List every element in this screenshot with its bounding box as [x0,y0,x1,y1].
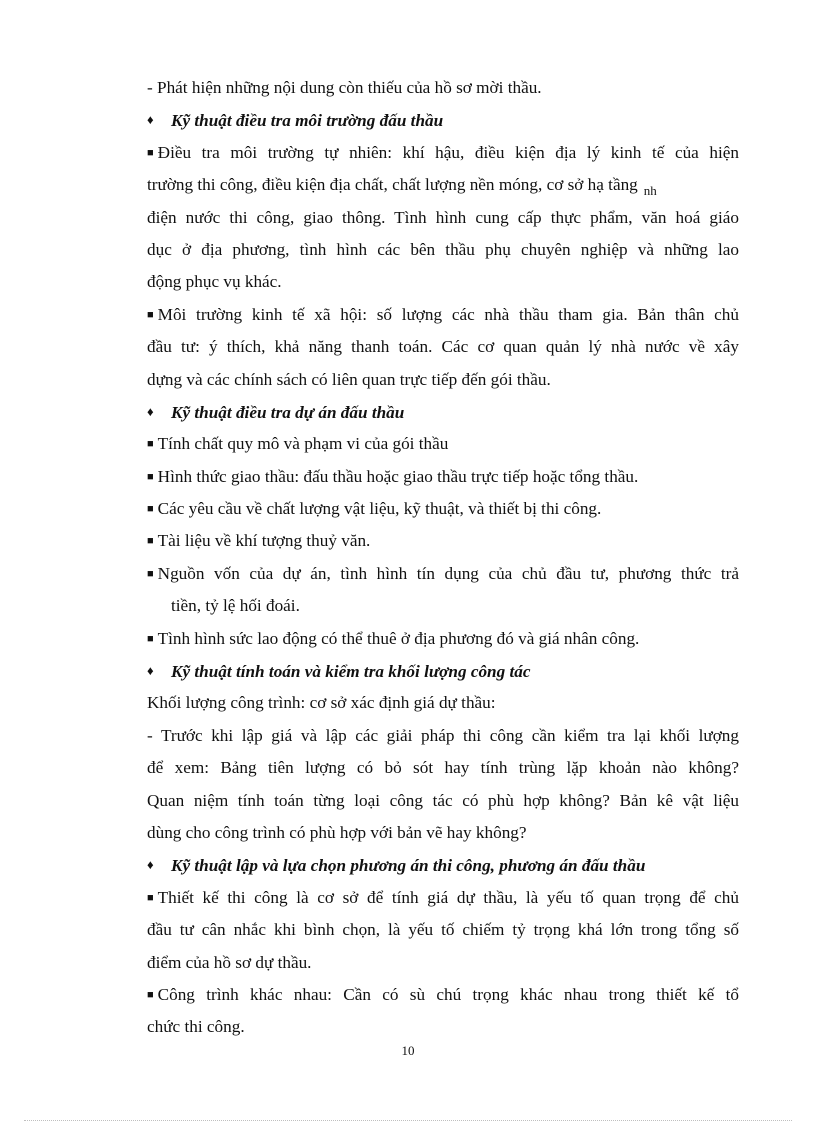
list-item: ■ Tính chất quy mô và phạm vi của gói thầu [147,428,739,460]
text-line: ■ Thiết kế thi công là cơ sở để tính giá dự thầu, là yếu tố quan trọng để chủ [147,882,739,914]
text-line: trường thi công, điều kiện địa chất, chất lượng nền móng, cơ sở hạ tầng $_{nh}$ [147,175,657,199]
text-line: điện nước thi công, giao thông. Tình hình cung cấp thực phẩm, văn hoá giáo [147,207,739,227]
list-item: ■ Tài liệu về khí tượng thuỷ văn. [147,525,739,557]
list-item: ■ Tình hình sức lao động có thể thuê ở địa phương đó và giá nhân công. [147,623,739,655]
text-line: ■ Môi trường kinh tế xã hội: số lượng các nhà thầu tham gia. Bản thân chủ [147,299,739,331]
section-heading: ♦ Kỹ thuật điều tra dự án đấu thầu [147,396,739,428]
square-bullet-icon: ■ [147,470,154,483]
square-bullet-icon: ■ [147,438,154,451]
square-bullet-icon: ■ [147,632,154,645]
square-bullet-icon: ■ [147,308,154,321]
square-bullet-icon: ■ [147,988,154,1001]
section-heading: ♦ Kỹ thuật điều tra môi trường đấu thầu [147,104,739,136]
list-item: ■ Nguồn vốn của dự án, tình hình tín dụng của chủ đầu tư, phương thức trả [147,558,739,590]
text-line: dựng và các chính sách có liên quan trực tiếp đến gói thầu. [147,369,551,389]
page-bottom-rule [24,1120,792,1121]
text-line: để xem: Bảng tiên lượng có bỏ sót hay tính trùng lặp khoản nào không? [147,758,739,778]
list-item-continuation: tiền, tỷ lệ hối đoái. [171,596,300,616]
stray-fragment: nh [643,183,657,199]
list-item: ■ Các yêu cầu về chất lượng vật liệu, kỹ thuật, và thiết bị thi công. [147,493,739,525]
text-line: động phục vụ khác. [147,272,282,292]
square-bullet-icon: ■ [147,503,154,516]
text-line: ■ Điều tra môi trường tự nhiên: khí hậu, điều kiện địa lý kinh tế của hiện [147,137,739,169]
square-bullet-icon: ■ [147,146,154,159]
text-line: chức thi công. [147,1017,245,1037]
text-line: dùng cho công trình có phù hợp với bản vẽ hay không? [147,822,527,842]
document-body [147,72,739,1044]
text-line: - Trước khi lập giá và lập các giải pháp thi công cần kiểm tra lại khối lượng [147,725,739,745]
section-heading: ♦ Kỹ thuật lập và lựa chọn phương án thi công, phương án đấu thầu [147,849,739,881]
diamond-bullet-icon: ♦ [147,663,154,679]
page-number: 10 [401,1043,415,1058]
text-line: Khối lượng công trình: cơ sở xác định giá dự thầu: [147,693,496,713]
text-line: đầu tư: ý thích, khả năng thanh toán. Các cơ quan quản lý nhà nước về xây [147,337,739,357]
diamond-bullet-icon: ♦ [147,403,154,419]
section-heading: ♦ Kỹ thuật tính toán và kiểm tra khối lượng công tác [147,655,739,687]
text-line: dục ở địa phương, tình hình các bên thầu phụ chuyên nghiệp và những lao [147,239,739,259]
square-bullet-icon: ■ [147,535,154,548]
text-line: ■ Công trình khác nhau: Cần có sù chú trọng khác nhau trong thiết kế tổ [147,979,739,1011]
text-line: điểm của hồ sơ dự thầu. [147,952,312,972]
text-line: đầu tư cân nhắc khi bình chọn, là yếu tố chiếm tỷ trọng khá lớn trong tổng số [147,920,739,940]
square-bullet-icon: ■ [147,891,154,904]
text-line: - Phát hiện những nội dung còn thiếu của hồ sơ mời thầu. [147,78,542,97]
square-bullet-icon: ■ [147,567,154,580]
diamond-bullet-icon: ♦ [147,857,154,873]
text-line: Quan niệm tính toán từng loại công tác có phù hợp không? Bản kê vật liệu [147,790,739,810]
list-item: ■ Hình thức giao thầu: đấu thầu hoặc giao thầu trực tiếp hoặc tổng thầu. [147,461,739,493]
diamond-bullet-icon: ♦ [147,112,154,128]
